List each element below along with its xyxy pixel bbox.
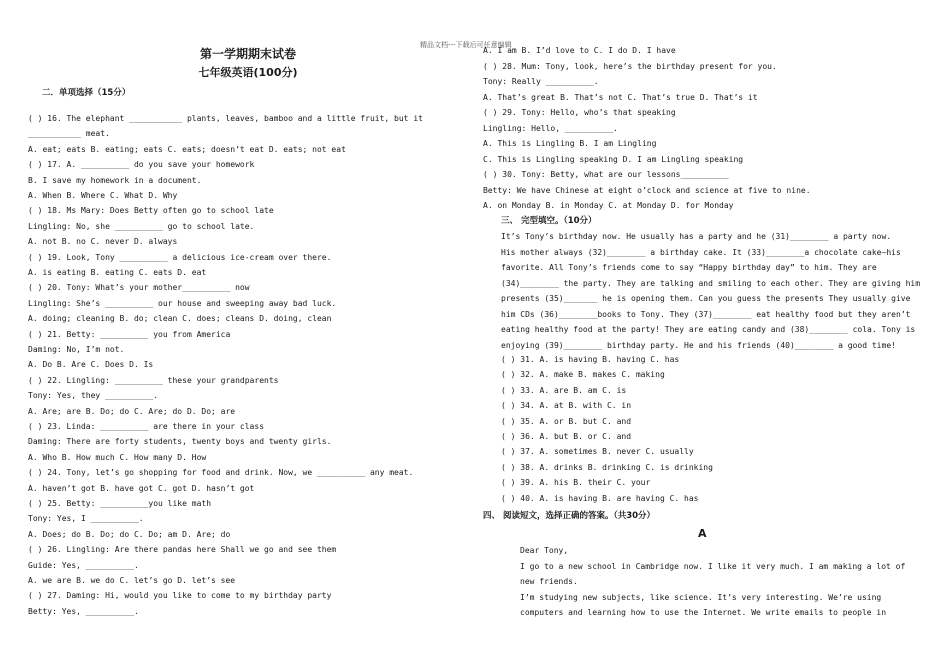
cloze-option-line: ( ) 37. A. sometimes B. never C. usually (501, 447, 694, 457)
question-line: ( ) 24. Tony, let’s go shopping for food and drink. Now, we __________ any meat. (28, 468, 414, 478)
question-line: Lingling: Hello, __________. (483, 123, 618, 133)
section-heading-single-choice: 二．单项选择（15分） (42, 88, 131, 98)
question-line: ( ) 20. Tony: What’s your mother__________ now (28, 283, 250, 293)
section-heading-cloze: 三、 完型填空。（10分） (501, 216, 597, 226)
cloze-option-line: ( ) 31. A. is having B. having C. has (501, 355, 680, 364)
question-line: ( ) 21. Betty: __________ you from America (28, 329, 231, 339)
cloze-option-line: ( ) 35. A. or B. but C. and (501, 416, 632, 426)
question-line: A. eat; eats B. eating; eats C. eats; doesn’t eat D. eats; not eat (28, 144, 346, 154)
question-line: ( ) 17. A. __________ do you save your homework (28, 160, 255, 170)
cloze-passage-line: It’s Tony’s birthday now. He usually has a party and he (31)________ a party now. (501, 232, 892, 241)
question-line: ( ) 16. The elephant ___________ plants, leaves, bamboo and a little fruit, but it (28, 114, 423, 123)
question-line: A. is eating B. eating C. eats D. eat (28, 268, 207, 277)
question-line: Betty: Yes, __________. (28, 606, 139, 616)
question-line: Tony: Yes, they __________. (28, 391, 159, 401)
question-line: A. we are B. we do C. let’s go D. let’s see (28, 576, 236, 585)
reading-passage-line: Dear Tony, (520, 546, 569, 555)
question-line: A. haven’t got B. have got C. got D. hasn’t got (28, 483, 255, 493)
question-line: A. Do B. Are C. Does D. Is (28, 360, 154, 370)
reading-passage-line: computers and learning how to use the Internet. We write emails to people in (520, 608, 887, 617)
question-line: ( ) 25. Betty: __________you like math (28, 499, 212, 508)
cloze-option-line: ( ) 39. A. his B. their C. your (501, 478, 651, 488)
exam-title: 第一学期期末试卷 (199, 47, 296, 61)
question-line: Tony: Yes, I __________. (28, 514, 144, 524)
cloze-passage-line: him CDs (36)________books to Tony. They (37)________ eat healthy food but they aren’t (501, 309, 911, 319)
cloze-passage-line: enjoying (39)________ birthday party. He and his friends (40)________ a good time! (501, 340, 896, 350)
reading-passage-line: I go to a new school in Cambridge now. I like it very much. I am making a lot of (520, 561, 906, 571)
cloze-passage-line: favorite. All Tony’s friends come to say “Happy birthday day” to him. They are (501, 263, 877, 272)
header-note: 精品文档---下载后可任意编辑 (420, 41, 512, 49)
question-line: C. This is Lingling speaking D. I am Lingling speaking (483, 154, 744, 164)
question-line: A. I am B. I’d love to C. I do D. I have (483, 46, 676, 55)
cloze-passage-line: presents (35)_______ he is opening them. Can you guess the presents They usually give (501, 294, 911, 303)
reading-passage (520, 543, 940, 621)
question-line: Daming: There are forty students, twenty boys and twenty girls. (28, 437, 332, 447)
cloze-passage-line: (34)________ the party. They are talking and smiling to each other. They are giving him (501, 278, 921, 288)
question-line: Lingling: She’s __________ our house and sweeping away bad luck. (28, 298, 337, 308)
cloze-option-line: ( ) 34. A. at B. with C. in (501, 401, 632, 411)
reading-passage-line: I’m studying new subjects, like science. It’s very interesting. We’re using (520, 592, 882, 602)
cloze-option-line: ( ) 38. A. drinks B. drinking C. is drinking (501, 462, 713, 472)
question-line: A. doing; cleaning B. do; clean C. does; cleans D. doing, clean (28, 314, 332, 324)
question-line: ( ) 28. Mum: Tony, look, here’s the birthday present for you. (483, 61, 777, 71)
question-line: ( ) 27. Daming: Hi, would you like to come to my birthday party (28, 591, 332, 601)
question-line: ( ) 19. Look, Tony __________ a delicious ice-cream over there. (28, 252, 332, 262)
cloze-passage (501, 229, 921, 353)
cloze-passage-line: His mother always (32)________ a birthday cake. It (33)________a chocolate cake—his (501, 247, 901, 257)
question-line: Lingling: No, she __________ go to school late. (28, 221, 255, 231)
cloze-option-line: ( ) 36. A. but B. or C. and (501, 432, 632, 441)
reading-heading: A (698, 527, 707, 540)
question-line: A. When B. Where C. What D. Why (28, 191, 178, 200)
question-line: A. not B. no C. never D. always (28, 237, 178, 247)
cloze-option-line: ( ) 33. A. are B. am C. is (501, 385, 627, 395)
question-line: Daming: No, I’m not. (28, 345, 125, 354)
exam-subtitle: 七年级英语(100分) (198, 66, 298, 79)
question-line: B. I save my homework in a document. (28, 175, 202, 185)
question-line: Tony: Really __________. (483, 77, 599, 86)
cloze-passage-line: eating healthy food at the party! They are eating candy and (38)________ cola. Tony is (501, 325, 916, 334)
question-line: ___________ meat. (28, 129, 110, 139)
question-line: ( ) 22. Lingling: __________ these your grandparents (28, 375, 279, 385)
reading-passage-line: new friends. (520, 577, 578, 586)
question-line: A. on Monday B. in Monday C. at Monday D. for Monday (483, 201, 734, 210)
question-line: ( ) 18. Ms Mary: Does Betty often go to school late (28, 206, 274, 216)
cloze-option-line: ( ) 40. A. is having B. are having C. has (501, 493, 699, 503)
question-line: A. Who B. How much C. How many D. How (28, 452, 207, 462)
question-line: A. Are; are B. Do; do C. Are; do D. Do; are (28, 406, 236, 416)
cloze-option-line: ( ) 32. A. make B. makes C. making (501, 370, 665, 380)
question-line: ( ) 26. Lingling: Are there pandas here Shall we go and see them (28, 545, 337, 555)
question-line: ( ) 29. Tony: Hello, who’s that speaking (483, 108, 676, 117)
question-line: A. Does; do B. Do; do C. Do; am D. Are; do (28, 529, 231, 539)
question-line: ( ) 23. Linda: __________ are there in your class (28, 422, 265, 431)
question-line: Betty: We have Chinese at eight o’clock and science at five to nine. (483, 185, 811, 195)
question-line: ( ) 30. Tony: Betty, what are our lessons__________ (483, 170, 729, 179)
question-line: A. This is Lingling B. I am Lingling (483, 139, 657, 148)
section-heading-reading: 四、 阅读短文，选择正确的答案。（共30分） (483, 511, 656, 521)
question-line: Guide: Yes, __________. (28, 560, 139, 570)
question-line: A. That’s great B. That’s not C. That’s true D. That’s it (483, 92, 758, 102)
